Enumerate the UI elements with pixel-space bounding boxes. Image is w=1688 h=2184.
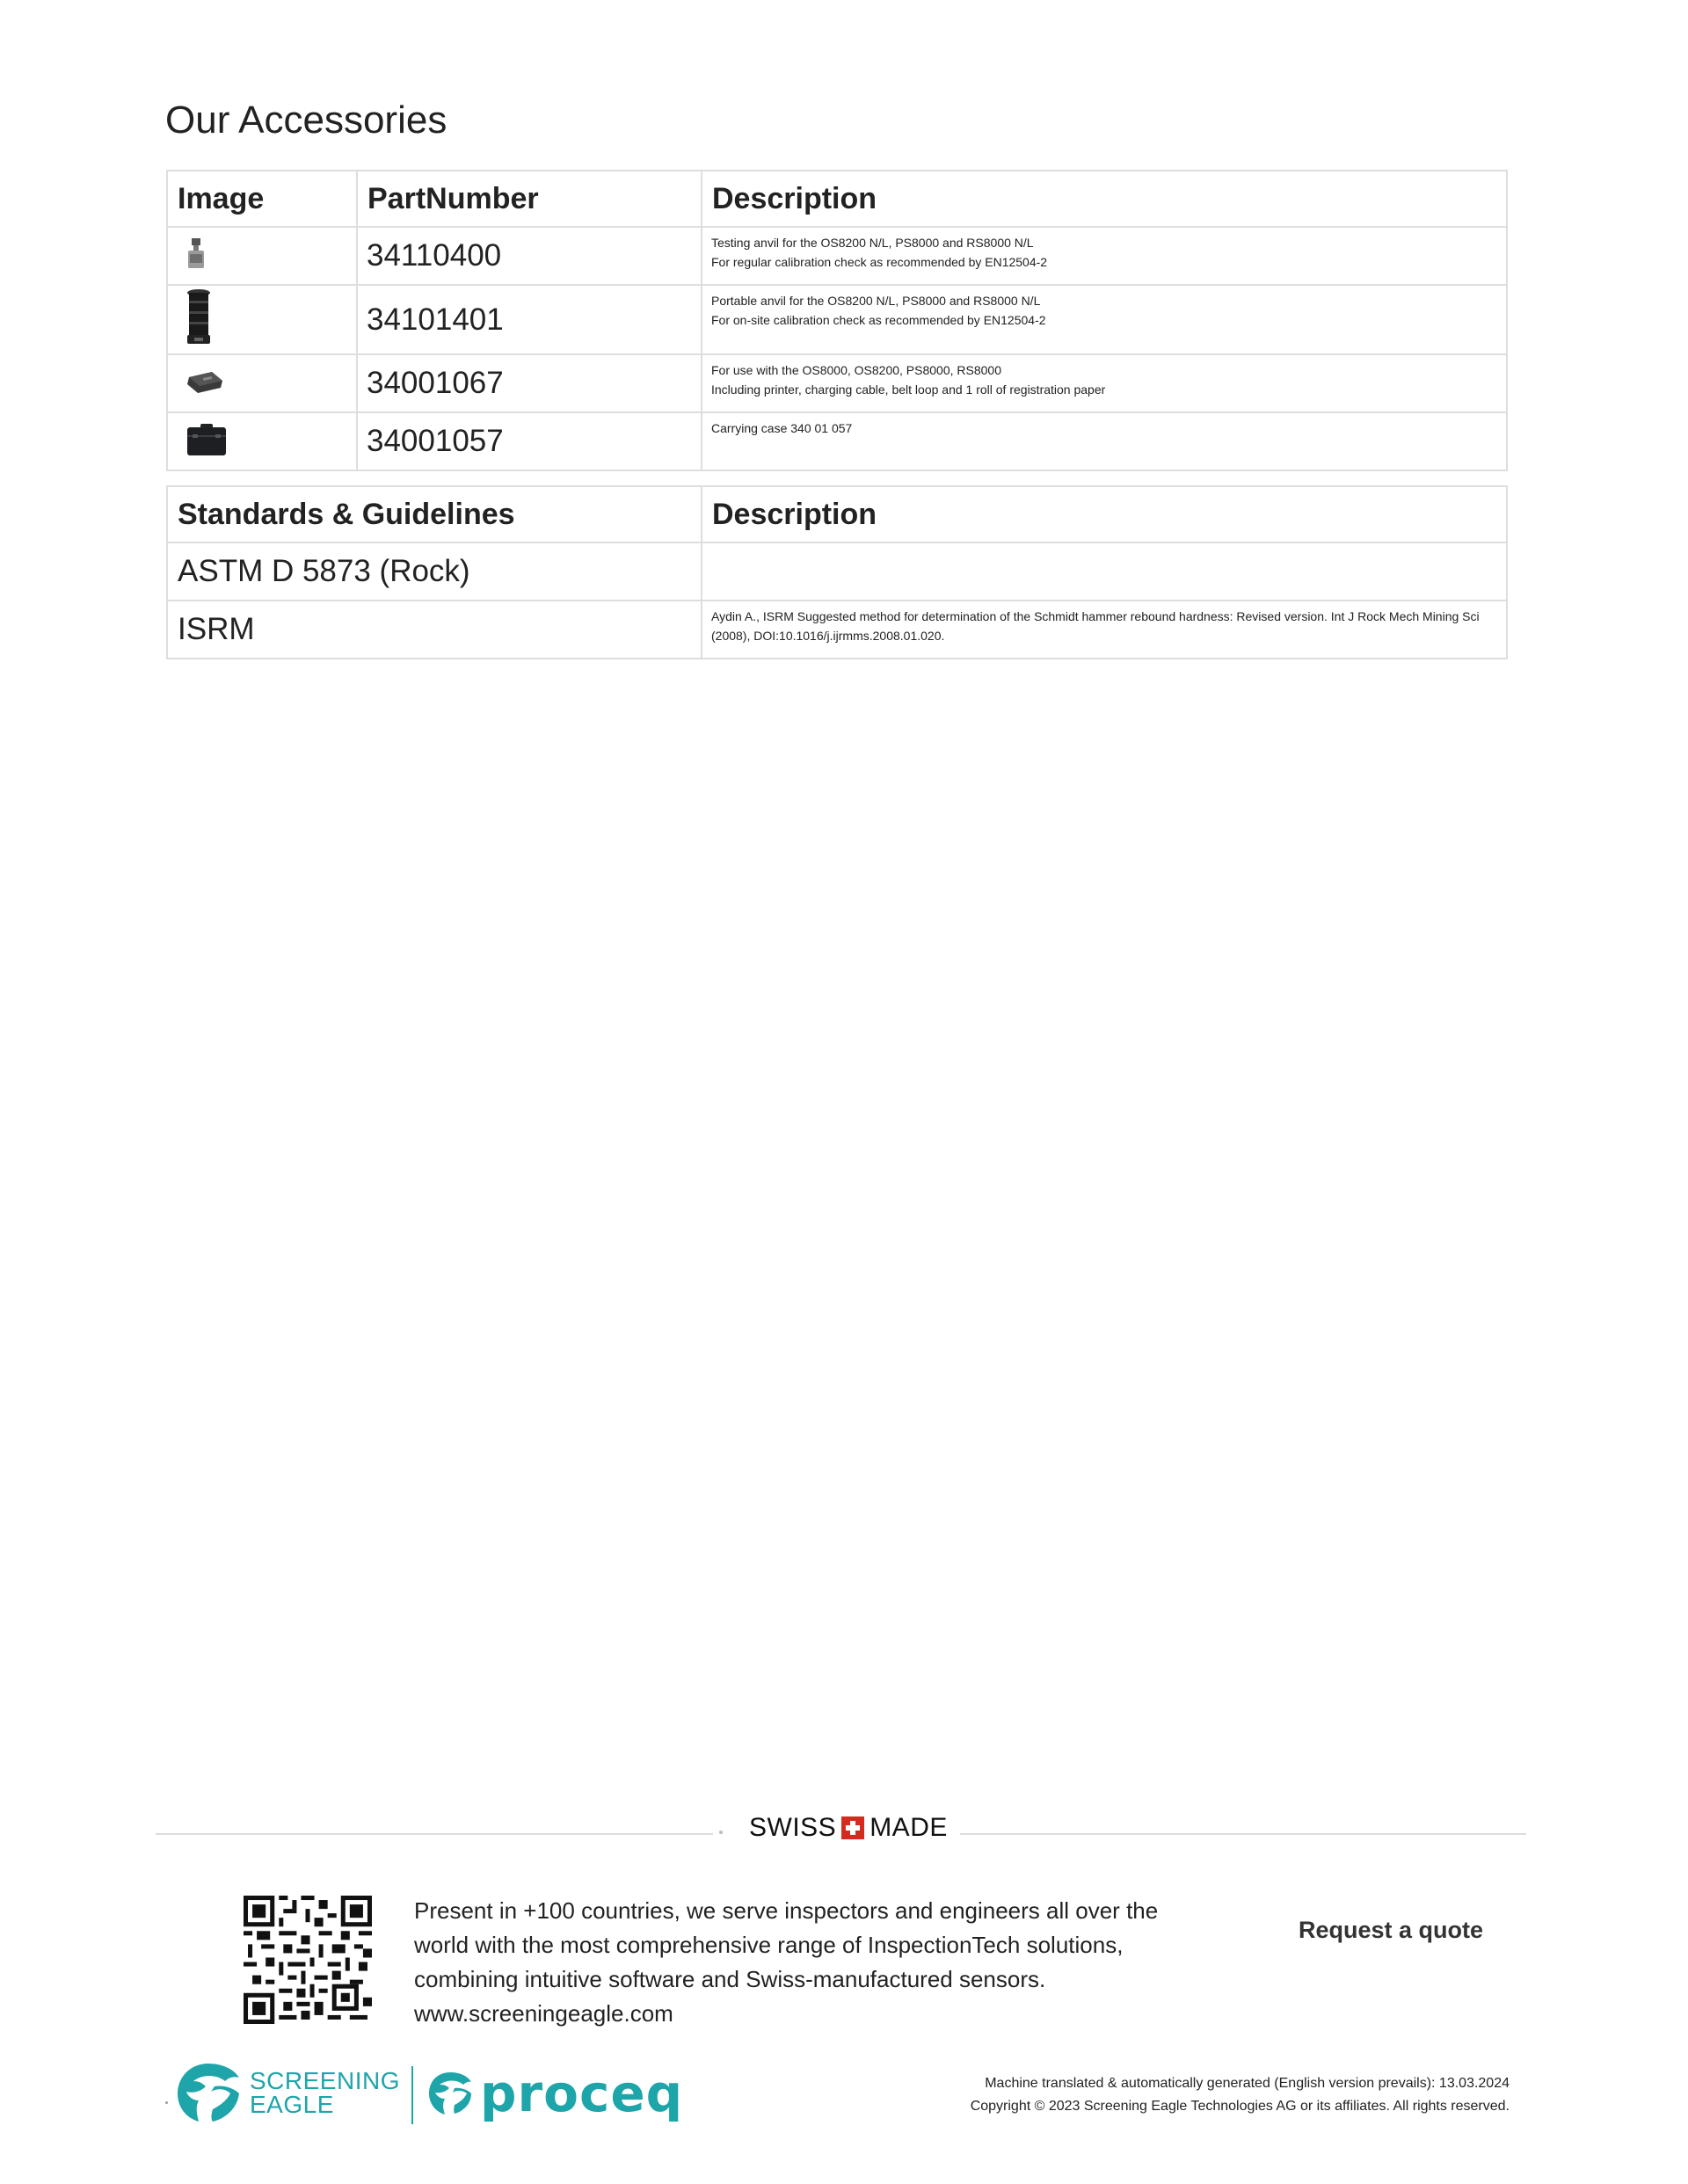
carrying-case-icon [186,423,228,456]
description-cell [702,542,1507,601]
description-line: Aydin A., ISRM Suggested method for determination of the Schmidt hammer rebound hardness: Revised version. Int J Rock Mech Mining Sci (2008), DOI:10.1016/j.ijrmms.2008.01.020. [711,609,1480,643]
description-cell [702,601,1507,659]
image-cell [167,412,357,470]
header-standards: Standards & Guidelines [167,486,702,542]
table-row [167,227,1507,285]
description-cell [702,354,1507,412]
about-text [414,1894,1188,2031]
proceq-eagle-icon [427,2071,473,2116]
accessories-table [166,170,1508,471]
copyright-line: Copyright © 2023 Screening Eagle Technologies AG or its affiliates. All rights reserved. [970,2099,1510,2114]
part-number: 34110400 [357,227,702,285]
divider-dot [719,1831,723,1834]
proceq-logo [427,2064,684,2123]
website-link[interactable]: www.screeningeagle.com [414,2000,673,2027]
logo-text-line: EAGLE [250,2091,334,2118]
logo-divider [411,2066,413,2124]
description-line: For on-site calibration check as recommended by EN12504-2 [711,313,1046,327]
standard-name: ISRM [167,601,702,659]
divider-left [156,1833,713,1835]
standard-name: ASTM D 5873 (Rock) [167,542,702,601]
description-line: Testing anvil for the OS8200 N/L, PS8000 and RS8000 N/L [711,236,1034,250]
description-line: For use with the OS8000, OS8200, PS8000, RS8000 [711,363,1001,377]
image-cell [167,227,357,285]
portable-anvil-icon [186,288,212,346]
image-cell [167,285,357,354]
qr-code-icon[interactable] [244,1896,372,2024]
image-cell [167,354,357,412]
testing-anvil-icon [186,237,207,272]
screening-eagle-logo [176,2062,400,2123]
part-number: 34001067 [357,354,702,412]
about-line: combining intuitive software and Swiss-manufactured sensors. [414,1966,1046,1992]
accessories-title: Our Accessories [165,98,447,142]
table-row [167,601,1507,659]
part-number: 34101401 [357,285,702,354]
standards-header-row [167,486,1507,542]
description-cell [702,412,1507,470]
request-quote-link[interactable]: Request a quote [1299,1917,1484,1943]
made-label: MADE [869,1813,948,1842]
description-line: Including printer, charging cable, belt loop and 1 roll of registration paper [711,382,1106,397]
header-description: Description [702,171,1507,227]
eagle-icon [176,2062,241,2123]
header-description: Description [702,486,1507,542]
description-cell [702,285,1507,354]
footer-dot [165,2101,168,2104]
description-line: Portable anvil for the OS8200 N/L, PS8000 and RS8000 N/L [711,294,1041,308]
table-row [167,542,1507,601]
divider-right [960,1833,1526,1835]
table-row [167,412,1507,470]
about-line: Present in +100 countries, we serve inspectors and engineers all over the [414,1897,1159,1924]
description-line: Carrying case 340 01 057 [711,421,853,435]
legal-line: Machine translated & automatically generated (English version prevails): 13.03.2024 [985,2076,1510,2091]
legal-notice [971,2072,1510,2118]
header-image: Image [167,171,357,227]
table-row [167,354,1507,412]
logo-text-line: SCREENING [250,2067,400,2094]
header-part-number: PartNumber [357,171,702,227]
swiss-made-badge [749,1813,948,1843]
standards-table [166,485,1508,659]
about-line: world with the most comprehensive range of InspectionTech solutions, [414,1932,1124,1958]
table-row [167,285,1507,354]
swiss-flag-icon [841,1816,864,1839]
swiss-label: SWISS [749,1813,837,1842]
description-line: For regular calibration check as recommended by EN12504-2 [711,255,1048,269]
part-number: 34001057 [357,412,702,470]
proceq-wordmark: proceq [480,2064,684,2123]
printer-icon [186,368,224,395]
description-cell [702,227,1507,285]
accessories-header-row [167,171,1507,227]
